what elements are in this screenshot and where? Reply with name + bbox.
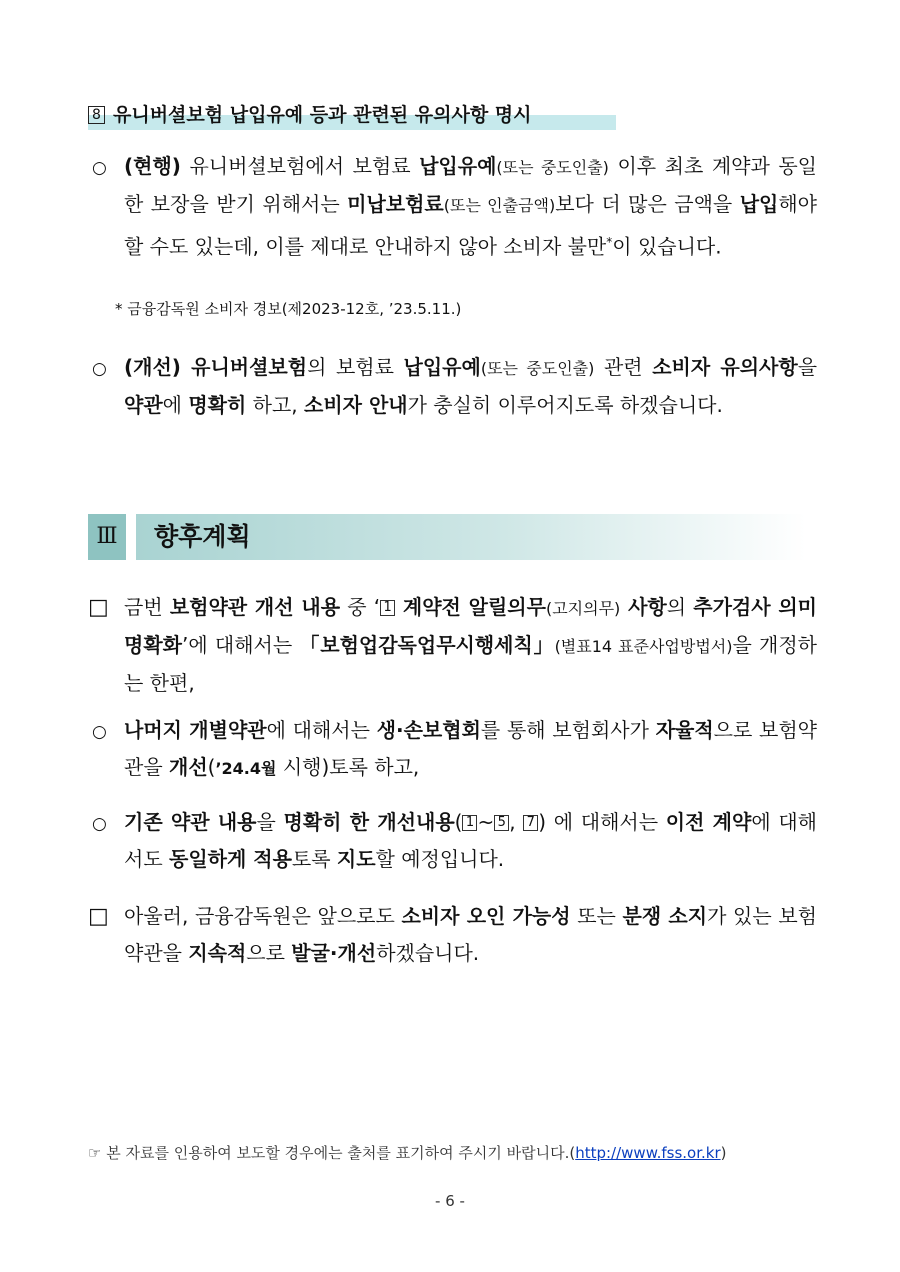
emphasis: 명확히 한 개선내용 <box>283 810 455 834</box>
text: 이 있습니다. <box>612 234 722 259</box>
roman-numeral-badge: Ⅲ <box>88 514 126 560</box>
circle-bullet-icon: ○ <box>92 814 107 834</box>
text: 가 있는 보험약관을 <box>124 904 817 965</box>
emphasis: 자율적 <box>655 718 714 742</box>
text: 또는 <box>570 904 623 928</box>
text: 의 <box>666 595 694 619</box>
plan-paragraph-1 <box>88 589 817 702</box>
text: 으로 보험약관을 <box>124 718 817 779</box>
footnote-marker: * <box>606 235 613 249</box>
text: 유니버셜보험에서 보험료 <box>180 154 420 178</box>
text: 해야 할 수도 있는데, 이를 제대로 안내하지 않아 소비자 불만 <box>124 192 817 259</box>
text: 를 통해 보험회사가 <box>480 718 656 742</box>
item-number-box: 1 <box>462 815 477 831</box>
text: 을 <box>797 355 818 379</box>
fss-website-link[interactable]: http://www.fss.or.kr <box>575 1144 721 1162</box>
emphasis: 소비자 오인 가능성 <box>401 904 571 928</box>
text: 이후 최초 계약과 동일한 보장을 받기 위해서는 <box>124 154 818 216</box>
text: 시행)토록 하고, <box>276 755 420 779</box>
text: ~ <box>477 810 495 834</box>
pointing-hand-icon: ☞ <box>88 1144 102 1162</box>
emphasis: 미납보험료 <box>347 192 444 216</box>
text: ( <box>454 810 463 834</box>
text: 을 <box>256 810 284 834</box>
footer-text: 본 자료를 인용하여 보도할 경우에는 출처를 표기하여 주시기 바랍니다.( <box>101 1144 576 1162</box>
text: 보다 더 많은 금액을 <box>555 192 740 216</box>
text: 토록 <box>291 847 337 871</box>
circle-bullet-icon: ○ <box>92 158 107 178</box>
improvement-paragraph <box>92 349 817 424</box>
circle-bullet-icon: ○ <box>92 359 107 379</box>
section-title: 유니버셜보험 납입유예 등과 관련된 유의사항 명시 <box>113 104 532 126</box>
text: 에 대해서는 <box>266 718 377 742</box>
section-number-box: 8 <box>88 106 105 124</box>
emphasis: 「보험업감독업무시행세칙」 <box>299 633 555 657</box>
lead-label: (현행) <box>124 154 181 178</box>
footnote: * 금융감독원 소비자 경보(제2023-12호, ’23.5.11.) <box>115 300 462 318</box>
text: 에 대해서도 <box>124 810 817 871</box>
emphasis: 추가검사 의미 명확화 <box>124 595 817 657</box>
emphasis: 지도 <box>336 847 376 871</box>
emphasis: 이전 계약 <box>665 810 752 834</box>
emphasis: 소비자 안내 <box>304 393 408 417</box>
emphasis: 납입유예 <box>403 355 481 379</box>
emphasis: 유니버셜보험 <box>180 355 308 379</box>
text: 관련 <box>594 355 653 379</box>
text: 가 충실히 이루어지도록 하겠습니다. <box>407 393 723 417</box>
small-text: (또는 인출금액) <box>443 196 556 215</box>
text: 을 개정하는 한편, <box>124 633 817 695</box>
small-text: (고지의무) <box>545 599 621 618</box>
emphasis: 발굴·개선 <box>291 941 377 965</box>
text: ( <box>207 755 216 779</box>
text: 아울러, 금융감독원은 앞으로도 <box>124 904 402 928</box>
small-text: (또는 중도인출) <box>496 158 609 177</box>
circle-bullet-icon: ○ <box>92 722 107 742</box>
small-text: (또는 중도인출) <box>480 359 595 378</box>
emphasis: 납입 <box>739 192 779 216</box>
text: 하고, <box>246 393 305 417</box>
emphasis: 나머지 개별약관 <box>124 718 267 742</box>
text: 할 예정입니다. <box>375 847 505 871</box>
plan-paragraph-2 <box>92 712 817 787</box>
item-number-box: 1 <box>380 600 395 616</box>
emphasis: 명확히 <box>188 393 247 417</box>
square-bullet-icon: □ <box>88 595 109 620</box>
emphasis: 약관 <box>124 393 163 417</box>
item-number-box: 7 <box>523 815 538 831</box>
text: 의 보험료 <box>307 355 404 379</box>
text: , <box>509 810 524 834</box>
page-number: - 6 - <box>435 1192 465 1210</box>
plan-paragraph-4 <box>88 898 817 972</box>
text: 금번 <box>124 595 170 619</box>
emphasis: 동일하게 적용 <box>169 847 292 871</box>
emphasis: 기존 약관 내용 <box>124 810 257 834</box>
text: 에 <box>162 393 189 417</box>
emphasis: 지속적 <box>188 941 247 965</box>
plan-paragraph-3 <box>92 804 817 878</box>
lead-label: (개선) <box>124 355 181 379</box>
emphasis: 개선 <box>169 755 208 779</box>
emphasis: ’24.4월 <box>215 759 277 778</box>
footer-text: ) <box>720 1144 727 1162</box>
emphasis: 소비자 유의사항 <box>652 355 798 379</box>
text: ) 에 대해서는 <box>538 810 666 834</box>
item-number-box: 5 <box>494 815 509 831</box>
emphasis: 납입유예 <box>419 154 497 178</box>
emphasis: 보험약관 개선 내용 <box>169 595 341 619</box>
emphasis: 계약전 알릴의무 <box>395 595 546 619</box>
section-title: 향후계획 <box>154 522 251 551</box>
text: ’에 대해서는 <box>181 633 300 657</box>
emphasis: 생·손보협회 <box>376 718 481 742</box>
section-8-heading <box>88 100 616 130</box>
emphasis: 분쟁 소지 <box>622 904 708 928</box>
text: 중 ‘ <box>340 595 381 619</box>
citation-footer <box>88 1142 726 1163</box>
text: 하겠습니다. <box>376 941 480 965</box>
current-paragraph <box>92 148 817 266</box>
small-text: (별표14 표준사업방법서) <box>554 637 733 656</box>
text: 으로 <box>246 941 292 965</box>
square-bullet-icon: □ <box>88 904 109 929</box>
section-3-heading <box>88 514 806 560</box>
emphasis: 사항 <box>620 595 667 619</box>
